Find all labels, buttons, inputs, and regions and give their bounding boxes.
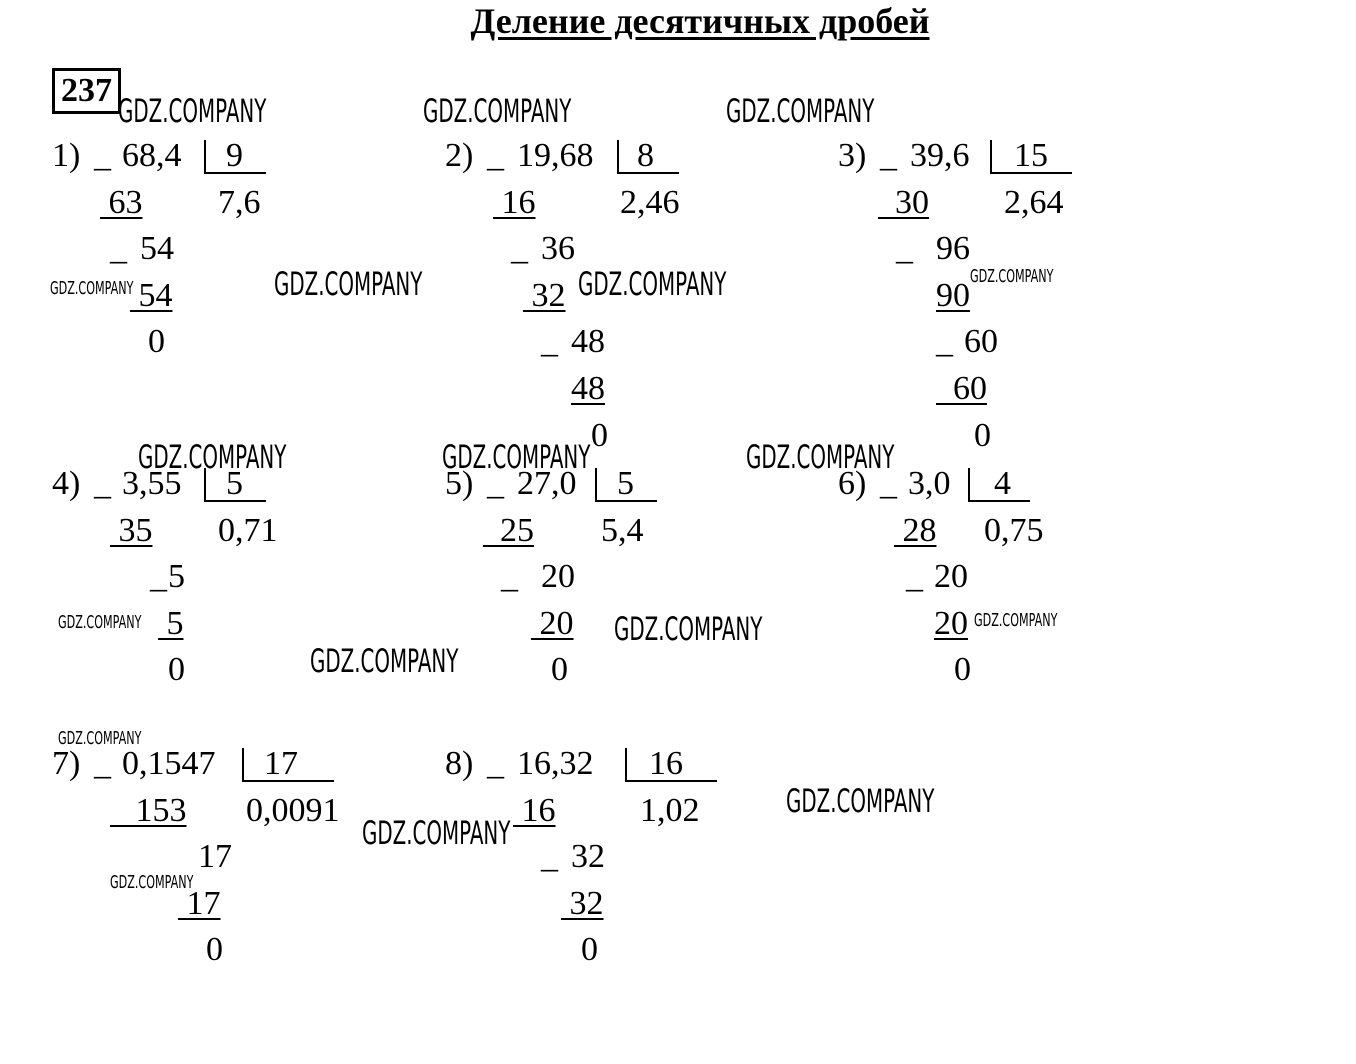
minus-sign: _ xyxy=(896,230,913,267)
divisor: 5 xyxy=(617,465,634,502)
watermark: GDZ.COMPANY xyxy=(726,92,875,130)
step-subtrahend: 153 xyxy=(135,792,187,829)
task-number: 237 xyxy=(52,68,121,114)
step-final: 0 xyxy=(148,323,165,360)
minus-sign: _ xyxy=(511,230,528,267)
step-subtrahend: 16 xyxy=(521,792,556,829)
quotient: 5,4 xyxy=(601,512,644,549)
step-subtrahend: 20 xyxy=(934,605,968,642)
minus-sign: _ xyxy=(94,465,111,502)
step-remainder: 36 xyxy=(541,230,575,267)
step-final: 0 xyxy=(974,417,991,454)
minus-sign: _ xyxy=(541,323,558,360)
step-final: 0 xyxy=(591,417,608,454)
step-remainder: 54 xyxy=(140,230,174,267)
quotient: 2,64 xyxy=(1004,184,1064,221)
division-bar xyxy=(595,468,597,502)
step-remainder: 60 xyxy=(964,323,998,360)
divisor: 9 xyxy=(226,137,243,174)
minus-sign: _ xyxy=(94,137,111,174)
dividend: 3,0 xyxy=(908,465,951,502)
step-remainder: 48 xyxy=(571,323,605,360)
watermark: GDZ.COMPANY xyxy=(746,438,895,476)
divisor: 15 xyxy=(1014,137,1048,174)
watermark: GDZ.COMPANY xyxy=(786,782,935,820)
minus-sign: _ xyxy=(110,230,127,267)
problem-number: 8) xyxy=(445,745,474,782)
problem-number: 6) xyxy=(838,465,867,502)
step-subtrahend: 35 xyxy=(118,512,153,549)
quotient: 0,0091 xyxy=(246,792,340,829)
dividend: 16,32 xyxy=(517,745,594,782)
dividend: 39,6 xyxy=(910,137,970,174)
minus-sign: _ xyxy=(487,745,504,782)
page-title: Деление десятичных дробей xyxy=(470,1,930,41)
step-subtrahend: 17 xyxy=(186,885,221,922)
watermark: GDZ.COMPANY xyxy=(110,872,194,893)
step-final: 0 xyxy=(581,931,598,968)
step-final: 0 xyxy=(551,651,568,688)
watermark: GDZ.COMPANY xyxy=(58,728,142,749)
watermark: GDZ.COMPANY xyxy=(118,92,267,130)
watermark: GDZ.COMPANY xyxy=(310,642,459,680)
divisor: 17 xyxy=(264,745,298,782)
step-subtrahend: 90 xyxy=(936,277,970,314)
quotient: 1,02 xyxy=(640,792,700,829)
minus-sign: _ xyxy=(936,323,953,360)
problem-number: 4) xyxy=(52,465,81,502)
minus-sign: _ xyxy=(150,558,167,595)
minus-sign: _ xyxy=(487,137,504,174)
problem-7 xyxy=(52,744,452,1064)
step-subtrahend: 54 xyxy=(138,277,173,314)
dividend: 68,4 xyxy=(122,137,182,174)
divisor: 5 xyxy=(226,465,243,502)
step-subtrahend: 48 xyxy=(571,370,605,407)
division-bar xyxy=(204,140,206,174)
divisor: 4 xyxy=(994,465,1011,502)
step-final: 0 xyxy=(954,651,971,688)
division-bar xyxy=(990,140,992,174)
minus-sign: _ xyxy=(880,465,897,502)
problem-3 xyxy=(838,136,1238,456)
divisor: 8 xyxy=(637,137,654,174)
minus-sign: _ xyxy=(906,558,923,595)
watermark: GDZ.COMPANY xyxy=(423,92,572,130)
division-bar xyxy=(242,748,244,782)
step-subtrahend: 28 xyxy=(902,512,937,549)
watermark: GDZ.COMPANY xyxy=(614,610,763,648)
watermark: GDZ.COMPANY xyxy=(138,438,287,476)
watermark: GDZ.COMPANY xyxy=(274,265,423,303)
problem-number: 1) xyxy=(52,137,81,174)
minus-sign: _ xyxy=(487,465,504,502)
step-remainder: 20 xyxy=(541,558,575,595)
minus-sign: _ xyxy=(501,558,518,595)
dividend: 27,0 xyxy=(517,465,577,502)
dividend: 0,1547 xyxy=(122,745,216,782)
watermark: GDZ.COMPANY xyxy=(50,278,134,299)
divisor: 16 xyxy=(649,745,683,782)
watermark: GDZ.COMPANY xyxy=(578,265,727,303)
quotient: 0,71 xyxy=(218,512,278,549)
problem-8 xyxy=(445,744,845,1064)
step-final: 0 xyxy=(168,651,185,688)
quotient: 0,75 xyxy=(984,512,1044,549)
step-subtrahend: 16 xyxy=(501,184,536,221)
division-bar xyxy=(625,748,627,782)
step-remainder: 17 xyxy=(198,838,232,875)
minus-sign: _ xyxy=(94,745,111,782)
minus-sign: _ xyxy=(541,838,558,875)
watermark: GDZ.COMPANY xyxy=(974,610,1058,631)
step-remainder: 20 xyxy=(934,558,968,595)
step-subtrahend: 30 xyxy=(895,184,929,221)
dividend: 19,68 xyxy=(517,137,594,174)
problem-number: 3) xyxy=(838,137,867,174)
watermark: GDZ.COMPANY xyxy=(362,814,511,852)
quotient: 7,6 xyxy=(218,184,261,221)
step-subtrahend: 25 xyxy=(500,512,534,549)
step-subtrahend: 32 xyxy=(569,885,604,922)
division-bar xyxy=(617,140,619,174)
step-subtrahend: 5 xyxy=(166,605,184,642)
problem-number: 7) xyxy=(52,745,81,782)
problem-number: 2) xyxy=(445,137,474,174)
watermark: GDZ.COMPANY xyxy=(970,266,1054,287)
watermark: GDZ.COMPANY xyxy=(442,438,591,476)
step-subtrahend: 20 xyxy=(539,605,574,642)
step-subtrahend: 63 xyxy=(108,184,143,221)
step-remainder: 32 xyxy=(571,838,605,875)
step-final: 0 xyxy=(206,931,223,968)
quotient: 2,46 xyxy=(620,184,680,221)
division-bar xyxy=(968,468,970,502)
dividend: 3,55 xyxy=(122,465,182,502)
step-subtrahend: 32 xyxy=(531,277,566,314)
step-remainder: 5 xyxy=(168,558,185,595)
minus-sign: _ xyxy=(880,137,897,174)
watermark: GDZ.COMPANY xyxy=(58,612,142,633)
step-remainder: 96 xyxy=(936,230,970,267)
step-subtrahend: 60 xyxy=(953,370,987,407)
problem-number: 5) xyxy=(445,465,474,502)
